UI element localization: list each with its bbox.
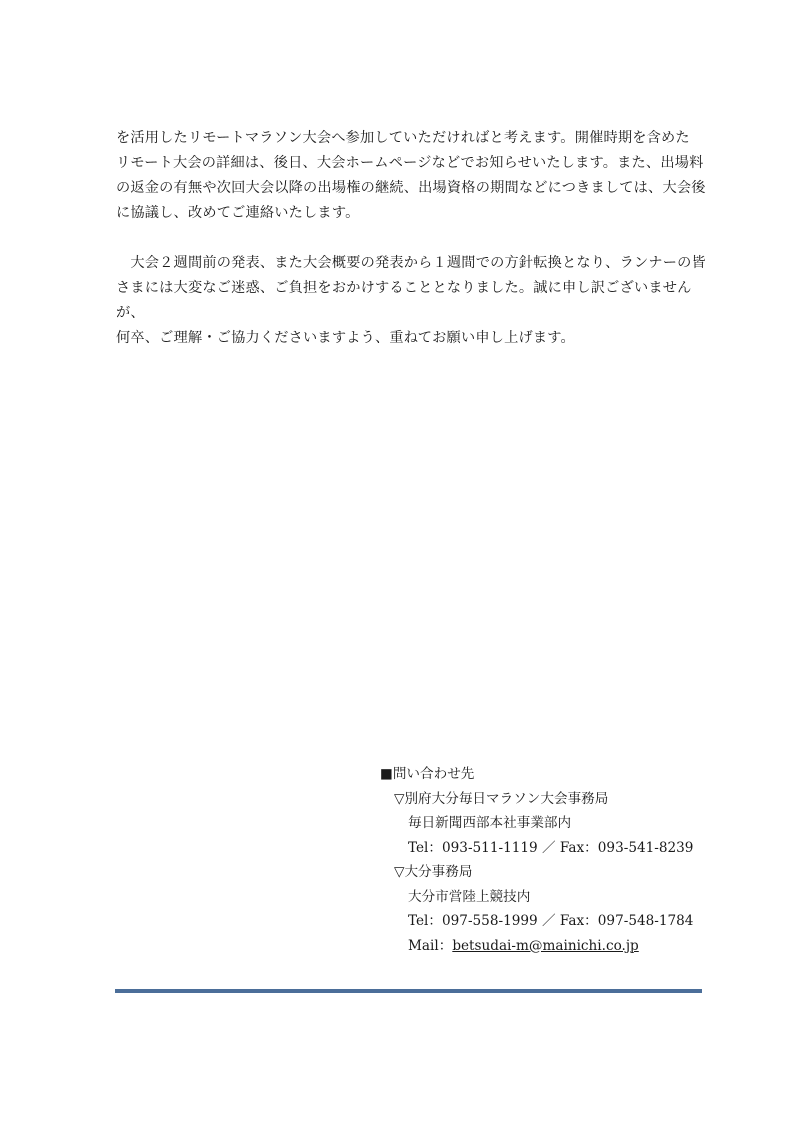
mail-label: Mail： xyxy=(408,937,453,954)
footer-rule xyxy=(115,989,702,993)
mail-address-link[interactable]: betsudai-m@mainichi.co.jp xyxy=(452,937,639,954)
office-1-location: 毎日新聞西部本社事業部内 xyxy=(408,815,572,831)
office-2-name: ▽大分事務局 xyxy=(394,864,473,880)
paragraph-2-line: さまには大変なご迷惑、ご負担をおかけすることとなりました。誠に申し訳ございませんが、 xyxy=(116,280,692,321)
paragraph-1-line: に協議し、改めてご連絡いたします。 xyxy=(116,205,360,221)
paragraph-1-line: を活用したリモートマラソン大会へ参加していただければと考えます。開催時期を含めた xyxy=(116,130,690,146)
office-1-name: ▽別府大分毎日マラソン大会事務局 xyxy=(394,790,609,807)
contact-heading: ■問い合わせ先 xyxy=(380,766,475,782)
paragraph-2 xyxy=(116,251,706,351)
paragraph-2-line: 何卒、ご理解・ご協力くださいますよう、重ねてお願い申し上げます。 xyxy=(116,330,575,346)
office-2-mail xyxy=(380,934,710,959)
paragraph-1 xyxy=(116,126,706,226)
paragraph-1-line: リモート大会の詳細は、後日、大会ホームページなどでお知らせいたします。また、出場料 xyxy=(116,155,704,171)
paragraph-1-line: の返金の有無や次回大会以降の出場権の継続、出場資格の期間などにつきましては、大会後 xyxy=(116,180,706,196)
office-2-phones: Tel：097-558-1999 ／ Fax：097-548-1784 xyxy=(408,913,694,929)
body-text xyxy=(116,126,706,351)
contact-block xyxy=(380,762,710,958)
paragraph-2-line: 大会２週間前の発表、また大会概要の発表から１週間での方針転換となり、ランナーの皆 xyxy=(116,255,706,271)
office-2-location: 大分市営陸上競技内 xyxy=(408,888,531,905)
office-1-phones: Tel：093-511-1119 ／ Fax：093-541-8239 xyxy=(408,839,694,856)
